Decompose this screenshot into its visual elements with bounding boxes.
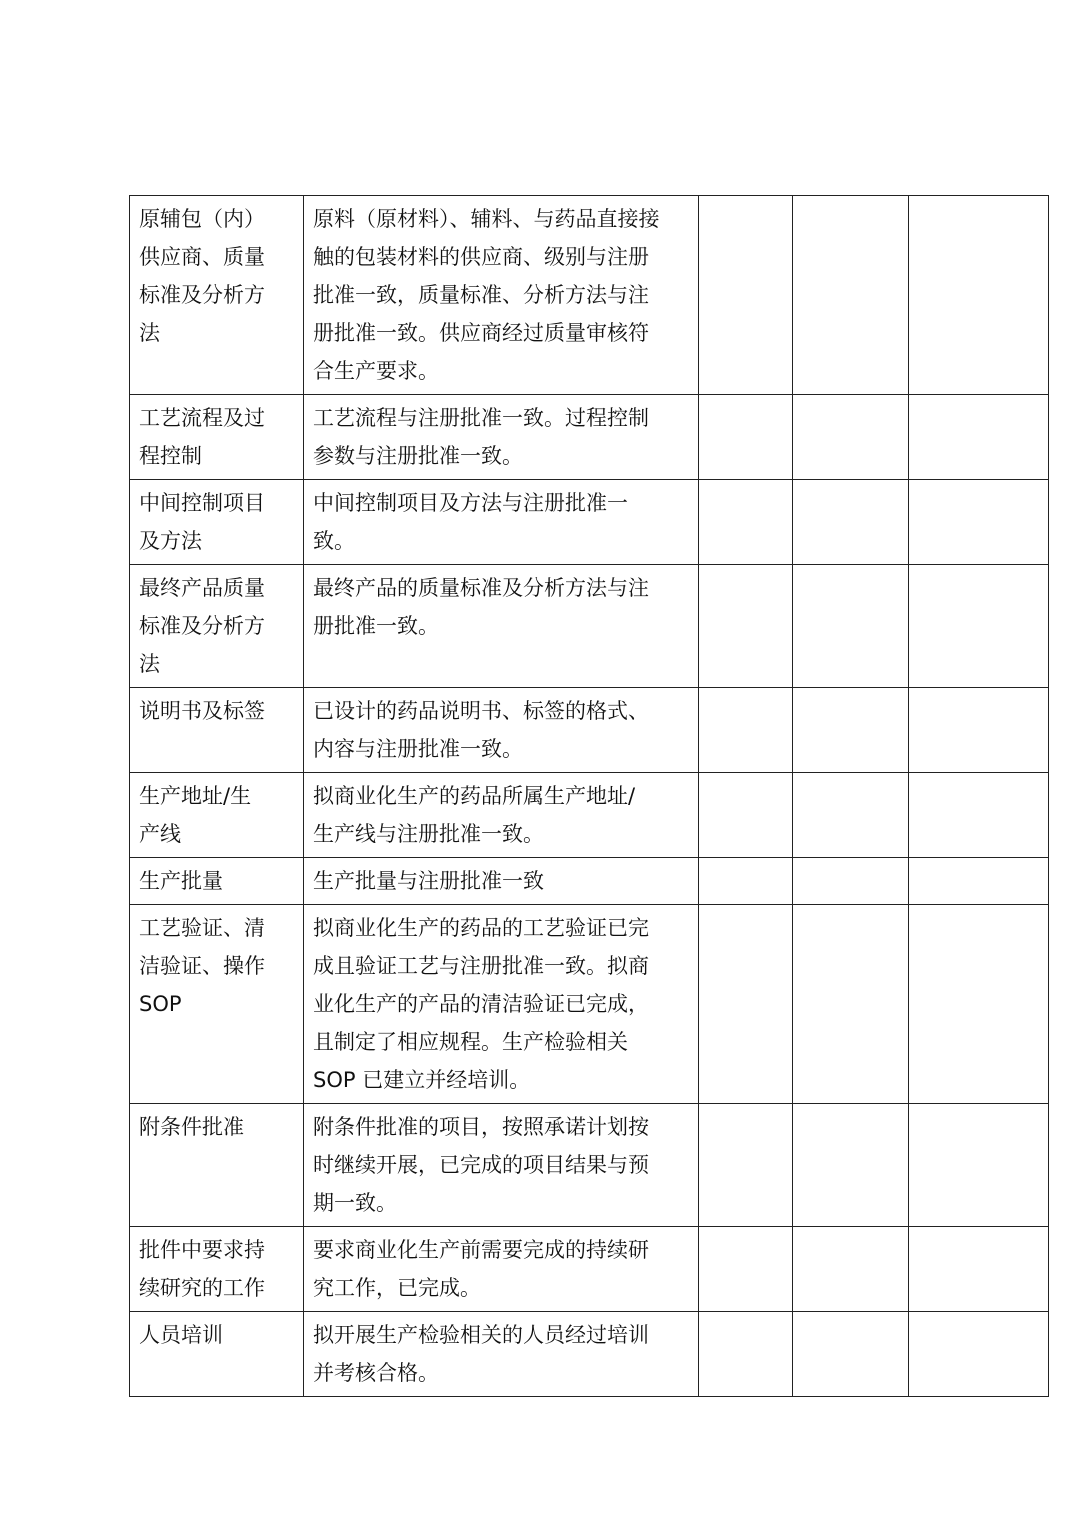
check-item-text: 法 xyxy=(139,321,160,345)
check-requirement-text: 且制定了相应规程。生产检验相关 xyxy=(313,1030,628,1054)
empty-result-cell-1 xyxy=(699,905,793,1104)
check-requirement-cell xyxy=(304,858,699,905)
empty-result-cell-3 xyxy=(909,395,1049,480)
check-requirement-text: 触的包装材料的供应商、级别与注册 xyxy=(313,245,649,269)
empty-result-cell-3 xyxy=(909,1104,1049,1227)
check-item-text: 产线 xyxy=(139,822,181,846)
empty-result-cell-3 xyxy=(909,1312,1049,1397)
check-requirement-text: 原料（原材料）、辅料、与药品直接接 xyxy=(313,207,660,231)
check-requirement-text: 册批准一致。 xyxy=(313,614,439,638)
check-requirement-cell xyxy=(304,688,699,773)
check-item-text: 工艺验证、清 xyxy=(139,916,265,940)
empty-result-cell-2 xyxy=(793,905,909,1104)
check-item-text: 生产地址/生 xyxy=(139,784,252,808)
check-requirement-text: 并考核合格。 xyxy=(313,1361,439,1385)
check-requirement-text: 业化生产的产品的清洁验证已完成， xyxy=(313,992,649,1016)
check-item-cell xyxy=(130,1312,304,1397)
table-row xyxy=(130,480,1049,565)
check-requirement-text: 附条件批准的项目，按照承诺计划按 xyxy=(313,1115,649,1139)
check-item-cell xyxy=(130,196,304,395)
table-row xyxy=(130,565,1049,688)
check-item-text: 中间控制项目 xyxy=(139,491,265,515)
empty-result-cell-2 xyxy=(793,858,909,905)
check-requirement-cell xyxy=(304,773,699,858)
check-item-text: 批件中要求持 xyxy=(139,1238,265,1262)
check-requirement-text: 拟开展生产检验相关的人员经过培训 xyxy=(313,1323,649,1347)
check-item-cell xyxy=(130,1104,304,1227)
empty-result-cell-2 xyxy=(793,480,909,565)
check-requirement-text: SOP 已建立并经培训。 xyxy=(313,1068,531,1092)
check-item-text: 标准及分析方 xyxy=(139,283,265,307)
check-item-cell xyxy=(130,688,304,773)
checklist-table-body xyxy=(130,196,1049,1397)
empty-result-cell-2 xyxy=(793,565,909,688)
table-row xyxy=(130,773,1049,858)
check-item-cell xyxy=(130,565,304,688)
check-item-text: 最终产品质量 xyxy=(139,576,265,600)
check-item-cell xyxy=(130,905,304,1104)
empty-result-cell-1 xyxy=(699,1227,793,1312)
check-requirement-text: 拟商业化生产的药品的工艺验证已完 xyxy=(313,916,649,940)
empty-result-cell-2 xyxy=(793,1312,909,1397)
empty-result-cell-3 xyxy=(909,773,1049,858)
check-requirement-cell xyxy=(304,196,699,395)
check-item-cell xyxy=(130,1227,304,1312)
empty-result-cell-3 xyxy=(909,1227,1049,1312)
check-item-text: SOP xyxy=(139,992,182,1016)
table-row xyxy=(130,858,1049,905)
check-requirement-text: 时继续开展，已完成的项目结果与预 xyxy=(313,1153,649,1177)
empty-result-cell-2 xyxy=(793,1227,909,1312)
check-item-cell xyxy=(130,395,304,480)
table-row xyxy=(130,395,1049,480)
check-requirement-cell xyxy=(304,1104,699,1227)
empty-result-cell-1 xyxy=(699,196,793,395)
check-item-text: 工艺流程及过 xyxy=(139,406,265,430)
empty-result-cell-3 xyxy=(909,688,1049,773)
check-requirement-text: 生产线与注册批准一致。 xyxy=(313,822,544,846)
check-requirement-text: 册批准一致。供应商经过质量审核符 xyxy=(313,321,649,345)
check-requirement-text: 最终产品的质量标准及分析方法与注 xyxy=(313,576,649,600)
empty-result-cell-2 xyxy=(793,773,909,858)
check-item-text: 说明书及标签 xyxy=(139,699,265,723)
check-requirement-text: 要求商业化生产前需要完成的持续研 xyxy=(313,1238,649,1262)
table-row xyxy=(130,1312,1049,1397)
check-requirement-text: 已设计的药品说明书、标签的格式、 xyxy=(313,699,649,723)
check-requirement-text: 工艺流程与注册批准一致。过程控制 xyxy=(313,406,649,430)
check-requirement-text: 合生产要求。 xyxy=(313,359,439,383)
empty-result-cell-1 xyxy=(699,1104,793,1227)
check-requirement-text: 中间控制项目及方法与注册批准一 xyxy=(313,491,628,515)
check-item-text: 标准及分析方 xyxy=(139,614,265,638)
check-requirement-text: 致。 xyxy=(313,529,355,553)
check-item-text: 洁验证、操作 xyxy=(139,954,265,978)
check-item-text: 原辅包（内） xyxy=(139,207,265,231)
table-row xyxy=(130,905,1049,1104)
check-requirement-text: 内容与注册批准一致。 xyxy=(313,737,523,761)
check-requirement-text: 批准一致，质量标准、分析方法与注 xyxy=(313,283,649,307)
empty-result-cell-1 xyxy=(699,858,793,905)
check-item-text: 及方法 xyxy=(139,529,202,553)
empty-result-cell-3 xyxy=(909,858,1049,905)
empty-result-cell-1 xyxy=(699,480,793,565)
check-requirement-text: 期一致。 xyxy=(313,1191,397,1215)
empty-result-cell-1 xyxy=(699,395,793,480)
check-item-cell xyxy=(130,480,304,565)
check-item-cell xyxy=(130,858,304,905)
table-row xyxy=(130,1104,1049,1227)
check-item-text: 法 xyxy=(139,652,160,676)
check-requirement-text: 参数与注册批准一致。 xyxy=(313,444,523,468)
check-item-text: 续研究的工作 xyxy=(139,1276,265,1300)
checklist-table xyxy=(129,195,1049,1397)
empty-result-cell-2 xyxy=(793,196,909,395)
empty-result-cell-2 xyxy=(793,395,909,480)
table-row xyxy=(130,1227,1049,1312)
check-requirement-text: 成且验证工艺与注册批准一致。拟商 xyxy=(313,954,649,978)
check-item-text: 生产批量 xyxy=(139,869,223,893)
empty-result-cell-3 xyxy=(909,196,1049,395)
check-item-cell xyxy=(130,773,304,858)
check-requirement-text: 生产批量与注册批准一致 xyxy=(313,869,544,893)
check-requirement-text: 究工作，已完成。 xyxy=(313,1276,481,1300)
check-requirement-cell xyxy=(304,1227,699,1312)
check-requirement-cell xyxy=(304,395,699,480)
check-item-text: 附条件批准 xyxy=(139,1115,244,1139)
empty-result-cell-3 xyxy=(909,480,1049,565)
empty-result-cell-1 xyxy=(699,1312,793,1397)
empty-result-cell-1 xyxy=(699,565,793,688)
empty-result-cell-3 xyxy=(909,905,1049,1104)
check-item-text: 人员培训 xyxy=(139,1323,223,1347)
empty-result-cell-2 xyxy=(793,688,909,773)
table-row xyxy=(130,688,1049,773)
check-item-text: 程控制 xyxy=(139,444,202,468)
check-requirement-cell xyxy=(304,905,699,1104)
check-requirement-cell xyxy=(304,480,699,565)
check-requirement-text: 拟商业化生产的药品所属生产地址/ xyxy=(313,784,636,808)
empty-result-cell-3 xyxy=(909,565,1049,688)
empty-result-cell-1 xyxy=(699,773,793,858)
check-requirement-cell xyxy=(304,565,699,688)
empty-result-cell-2 xyxy=(793,1104,909,1227)
table-row xyxy=(130,196,1049,395)
check-requirement-cell xyxy=(304,1312,699,1397)
empty-result-cell-1 xyxy=(699,688,793,773)
check-item-text: 供应商、质量 xyxy=(139,245,265,269)
